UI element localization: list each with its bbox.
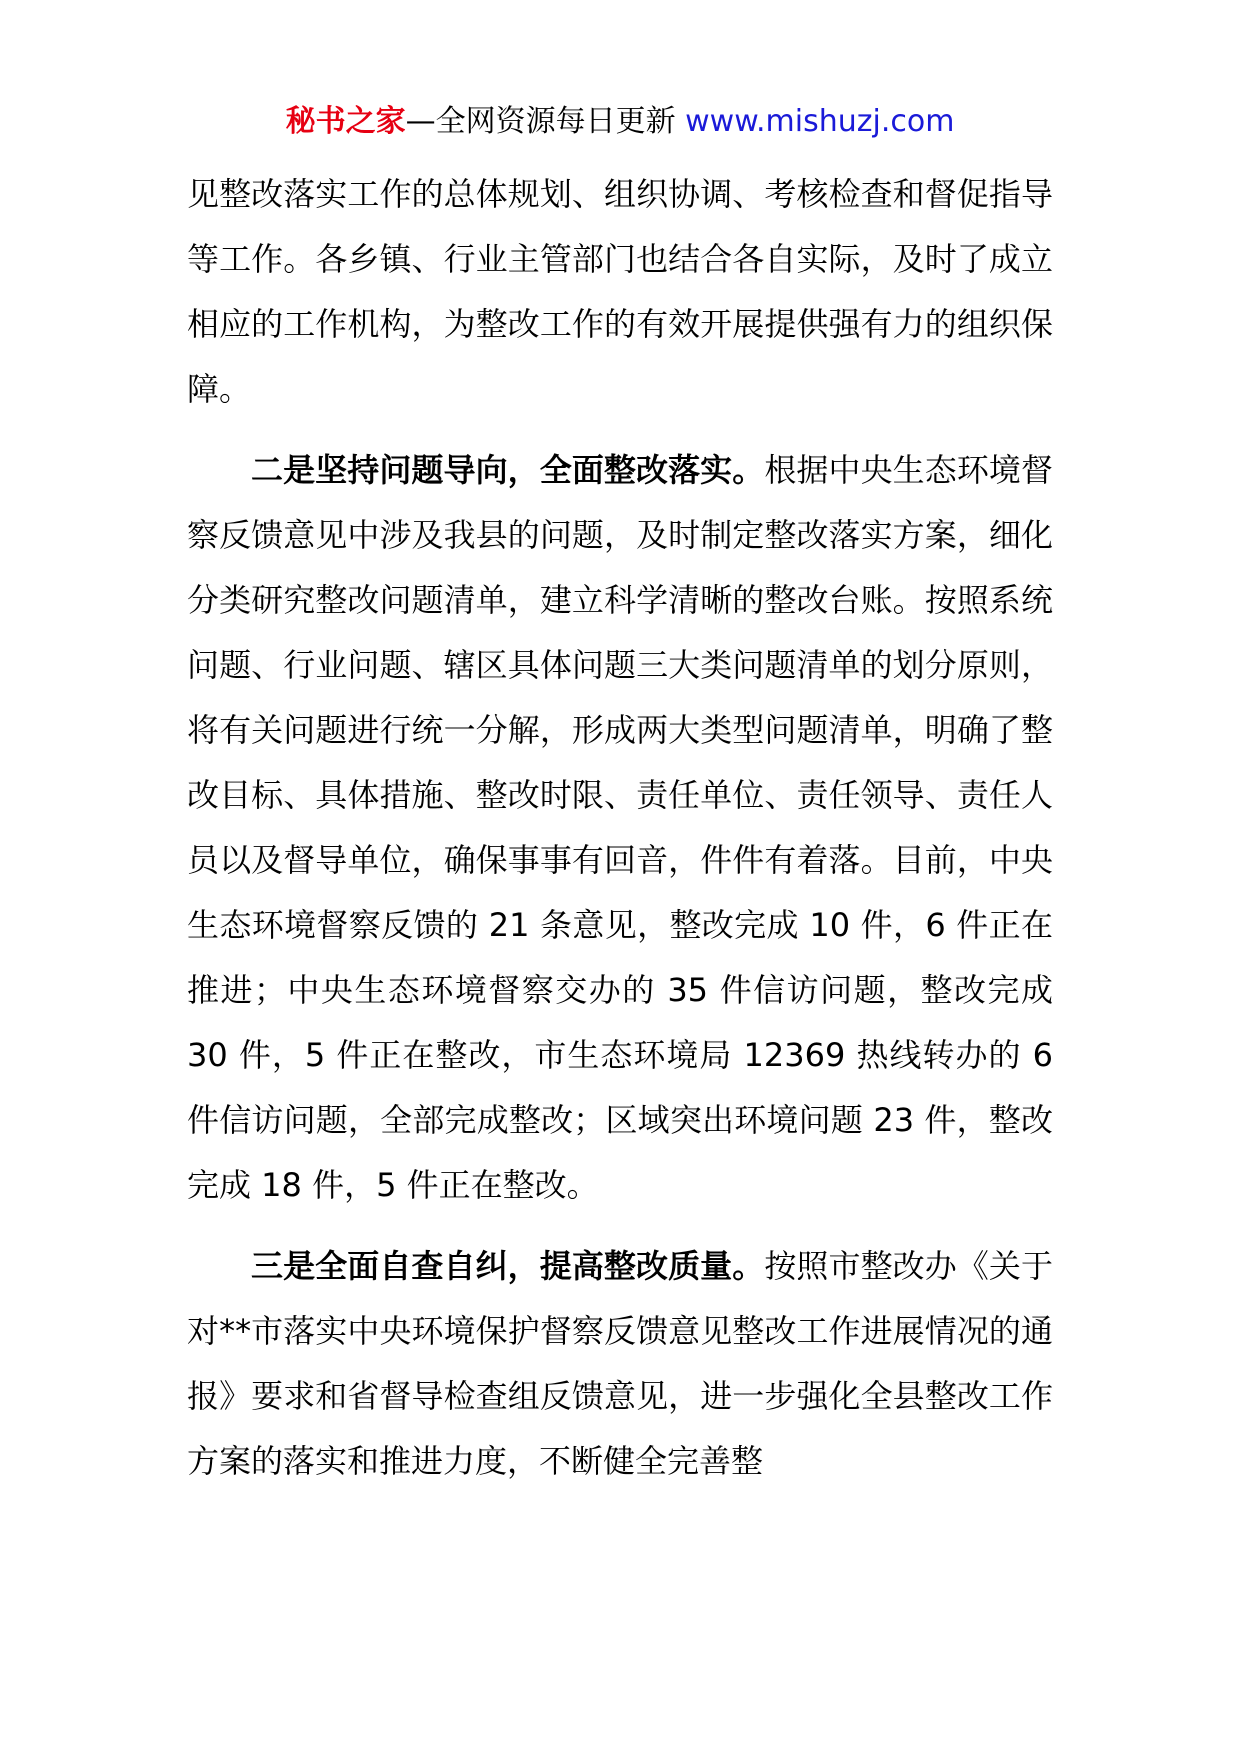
paragraph-heading: 三是全面自查自纠，提高整改质量。 (251, 1247, 765, 1285)
paragraph-heading: 二是坚持问题导向，全面整改落实。 (251, 451, 765, 489)
site-brand: 秘书之家 (285, 104, 406, 139)
site-url-link[interactable]: www.mishuzj.com (685, 104, 955, 139)
paragraph-text: 根据中央生态环境督察反馈意见中涉及我县的问题，及时制定整改落实方案，细化分类研究整改问题清单，建立科学清晰的整改台账。按照系统问题、行业问题、辖区具体问题三大类问题清单的划分原则，将有关问题进行统一分解，形成两大类型问题清单，明确了整改目标、具体措施、整改时限、责任单位、责任领导、责任人员以及督导单位，确保事事有回音，件件有着落。目前，中央生态环境督察反馈的 21 条意见，整改完成 10 件，6 件正在推进；中央生态环境督察交办的 35 件信访问题，整改完成 30 件，5 件正在整改，市生态环境局 12369 热线转办的 6 件信访问题，全部完成整改；区域突出环境问题 23 件，整改完成 18 件，5 件正在整改。 (187, 451, 1053, 1204)
paragraph-text: 按照市整改办《关于对**市落实中央环境保护督察反馈意见整改工作进展情况的通报》要求和省督导检查组反馈意见，进一步强化全县整改工作方案的落实和推进力度，不断健全完善整 (187, 1247, 1053, 1480)
paragraph-problem-oriented (187, 438, 1053, 1218)
paragraph-self-inspection (187, 1234, 1053, 1494)
site-tagline: —全网资源每日更新 (405, 104, 676, 139)
page-header (0, 102, 1240, 142)
document-body (187, 162, 1053, 1494)
paragraph-text: 见整改落实工作的总体规划、组织协调、考核检查和督促指导等工作。各乡镇、行业主管部门也结合各自实际，及时了成立相应的工作机构，为整改工作的有效开展提供强有力的组织保障。 (187, 175, 1053, 408)
paragraph-continuation (187, 162, 1053, 422)
